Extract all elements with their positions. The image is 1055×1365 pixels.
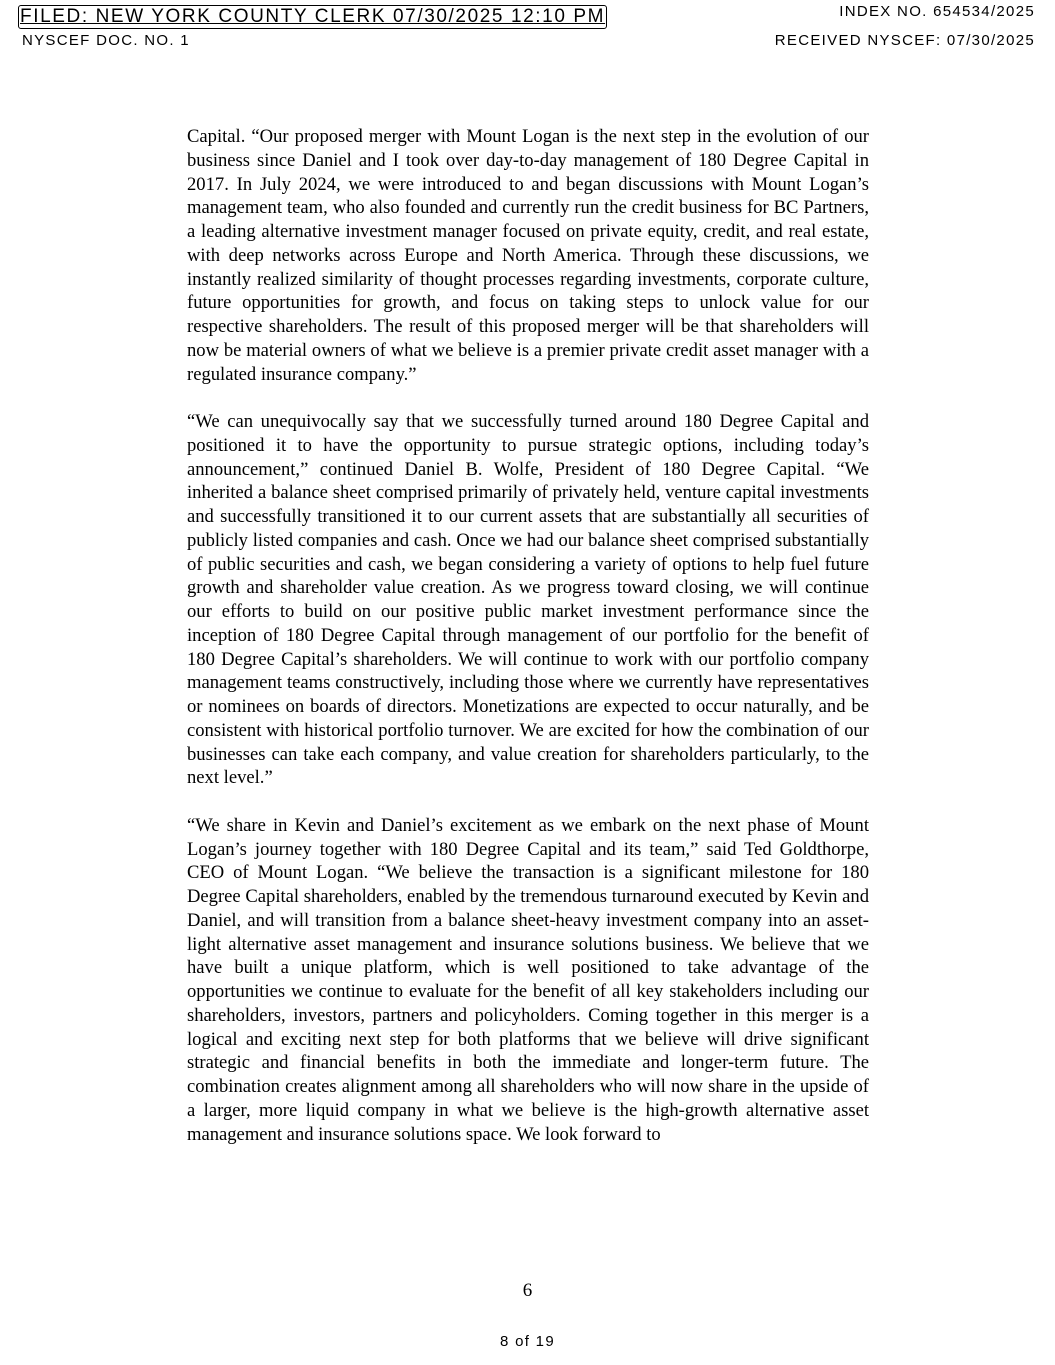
paragraph-3: “We share in Kevin and Daniel’s excitement as we embark on the next phase of Mount Logan’s journey together with 180 Degree Capital and its team,” said Ted Goldthorpe, CEO of Mount Logan. “We believe the transaction is a significant milestone for 180 Degree Capital shareholders, enabled by the tremendous turnaround executed by Kevin and Daniel, and will transition from a balance sheet-heavy investment company into an asset-light alternative asset management and insurance solutions business. We believe that we have built a unique platform, which is well positioned to take advantage of the opportunities we continue to evaluate for the benefit of all key stakeholders including our shareholders, investors, partners and policyholders. Coming together in this merger is a logical and exciting next step for both platforms that we believe will drive significant strategic and financial benefits in both the immediate and longer-term future. The combination creates alignment among all shareholders who will now share in the upside of a larger, more liquid company in what we believe is the high-growth alternative asset management and insurance solutions space. We look forward to [187, 814, 869, 1145]
paragraph-2: “We can unequivocally say that we successfully turned around 180 Degree Capital and positioned it to have the opportunity to pursue strategic options, including today’s announcement,” continued Daniel B. Wolfe, President of 180 Degree Capital. “We inherited a balance sheet comprised primarily of privately held, venture capital investments and successfully transitioned it to our current assets that are substantially all securities of publicly listed companies and cash. Once we had our balance sheet comprised substantially of public securities and cash, we began considering a variety of options to help fuel future growth and shareholder value creation. As we progress toward closing, we will continue our efforts to build on our positive public market investment performance since the inception of 180 Degree Capital through management of our portfolio for the benefit of 180 Degree Capital’s shareholders. We will continue to work with our portfolio company management teams constructively, including those where we currently have representatives or nominees on boards of directors. Monetizations are expected to occur naturally, and be consistent with historical portfolio turnover. We are excited for how the combination of our businesses can take each company, and value creation for shareholders particularly, to the next level.” [187, 411, 869, 789]
page-number: 6 [522, 1280, 533, 1301]
index-number: INDEX NO. 654534/2025 [839, 3, 1035, 20]
received-nyscef-date: RECEIVED NYSCEF: 07/30/2025 [774, 32, 1035, 49]
nyscef-doc-number: NYSCEF DOC. NO. 1 [22, 32, 190, 49]
paragraph-1: Capital. “Our proposed merger with Mount Logan is the next step in the evolution of our business since Daniel and I took over day-to-day management of 180 Degree Capital in 2017. In July 2024, we were introduced to and began discussions with Mount Logan’s management team, who also founded and currently run the credit business for BC Partners, a leading alternative investment manager focused on private equity, credit, and real estate, with deep networks across Europe and North America. Through these discussions, we instantly realized similarity of thought processes regarding investments, corporate culture, future opportunities for growth, and focus on taking steps to unlock value for our respective shareholders. The result of this proposed merger will be that shareholders will now be material owners of what we believe is a premier private credit asset manager with a regulated insurance company.” [187, 126, 869, 385]
page-count: 8 of 19 [500, 1333, 555, 1350]
document-body [187, 125, 869, 1170]
filed-stamp: FILED: NEW YORK COUNTY CLERK 07/30/2025 12:10 PM [20, 6, 606, 27]
